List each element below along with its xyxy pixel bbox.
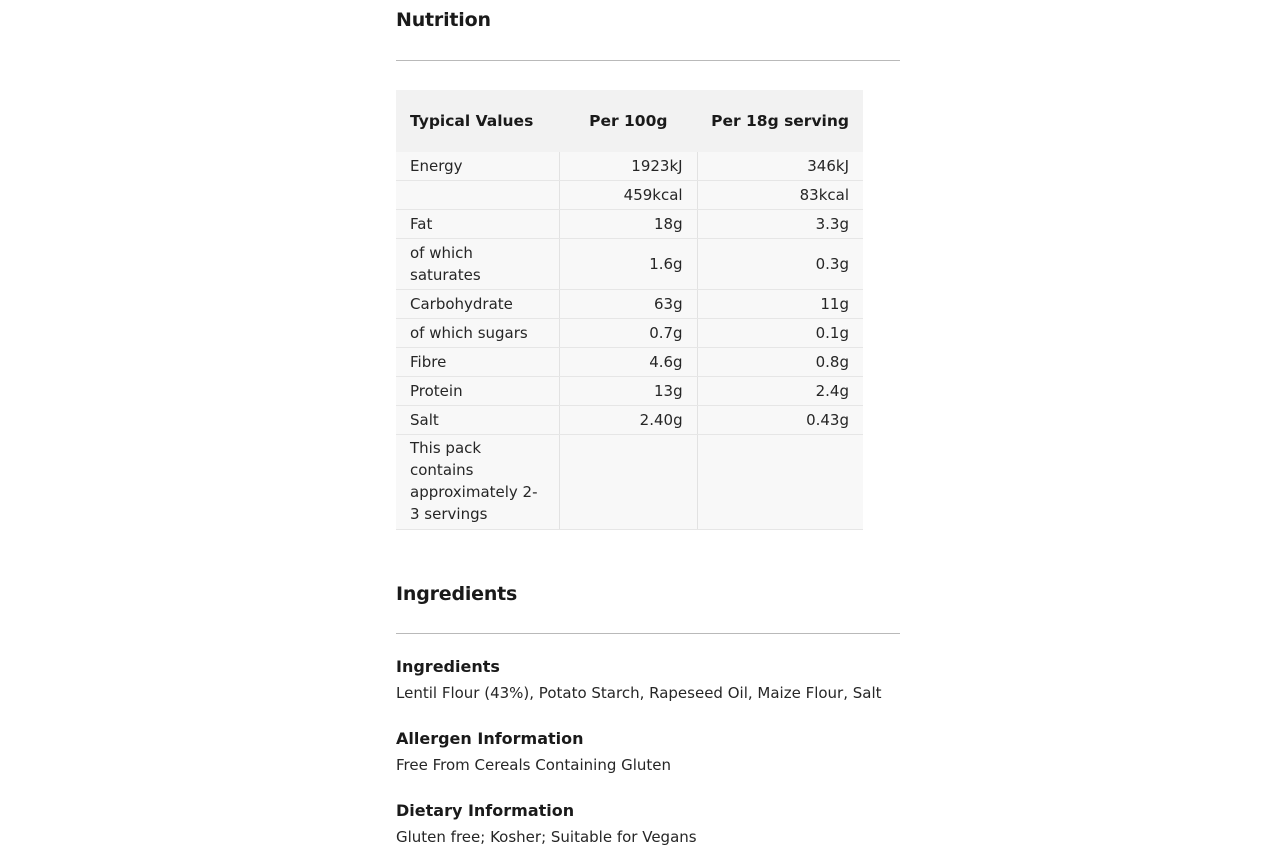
header-typical-values: Typical Values bbox=[396, 90, 560, 152]
per-100g-value: 0.7g bbox=[560, 319, 698, 348]
per-serving-value: 11g bbox=[697, 290, 863, 319]
nutrition-divider bbox=[396, 60, 900, 61]
dietary-block bbox=[396, 800, 900, 848]
table-row bbox=[396, 435, 863, 530]
nutrient-label: Carbohydrate bbox=[396, 290, 560, 319]
per-serving-value: 0.1g bbox=[697, 319, 863, 348]
dietary-value: Gluten free; Kosher; Suitable for Vegans bbox=[396, 828, 697, 846]
table-row bbox=[396, 290, 863, 319]
per-100g-value: 13g bbox=[560, 377, 698, 406]
per-serving-value: 2.4g bbox=[697, 377, 863, 406]
per-serving-value: 83kcal bbox=[697, 181, 863, 210]
per-100g-value: 1.6g bbox=[560, 239, 698, 290]
table-row bbox=[396, 377, 863, 406]
per-100g-value bbox=[560, 435, 698, 530]
allergen-block bbox=[396, 728, 900, 776]
ingredients-label: Ingredients bbox=[396, 657, 500, 676]
nutrition-table-header-row bbox=[396, 90, 863, 152]
per-serving-value: 0.43g bbox=[697, 406, 863, 435]
nutrient-label: Salt bbox=[396, 406, 560, 435]
per-serving-value bbox=[697, 435, 863, 530]
nutrition-table bbox=[396, 90, 863, 530]
nutrient-label bbox=[396, 181, 560, 210]
per-serving-value: 0.8g bbox=[697, 348, 863, 377]
nutrition-heading: Nutrition bbox=[396, 9, 491, 31]
per-100g-value: 4.6g bbox=[560, 348, 698, 377]
ingredients-block bbox=[396, 656, 900, 704]
ingredients-divider bbox=[396, 633, 900, 634]
per-100g-value: 63g bbox=[560, 290, 698, 319]
ingredients-heading: Ingredients bbox=[396, 583, 518, 605]
nutrient-label: Protein bbox=[396, 377, 560, 406]
nutrient-label: of which sugars bbox=[396, 319, 560, 348]
nutrient-label: Fibre bbox=[396, 348, 560, 377]
table-row bbox=[396, 210, 863, 239]
per-100g-value: 2.40g bbox=[560, 406, 698, 435]
per-serving-value: 3.3g bbox=[697, 210, 863, 239]
header-per-serving: Per 18g serving bbox=[697, 90, 863, 152]
allergen-value: Free From Cereals Containing Gluten bbox=[396, 756, 672, 774]
header-per-100g: Per 100g bbox=[560, 90, 698, 152]
table-row bbox=[396, 406, 863, 435]
per-serving-value: 346kJ bbox=[697, 152, 863, 181]
ingredients-list: Lentil Flour (43%), Potato Starch, Rapeseed Oil, Maize Flour, Salt bbox=[396, 684, 882, 702]
per-100g-value: 459kcal bbox=[560, 181, 698, 210]
per-100g-value: 1923kJ bbox=[560, 152, 698, 181]
table-row bbox=[396, 348, 863, 377]
per-serving-value: 0.3g bbox=[697, 239, 863, 290]
allergen-label: Allergen Information bbox=[396, 729, 584, 748]
table-row bbox=[396, 181, 863, 210]
table-row bbox=[396, 152, 863, 181]
dietary-label: Dietary Information bbox=[396, 801, 575, 820]
nutrient-label: Energy bbox=[396, 152, 560, 181]
per-100g-value: 18g bbox=[560, 210, 698, 239]
table-row bbox=[396, 239, 863, 290]
nutrient-label: of which saturates bbox=[396, 239, 560, 290]
nutrient-label: Fat bbox=[396, 210, 560, 239]
table-row bbox=[396, 319, 863, 348]
servings-note: This pack contains approximately 2-3 servings bbox=[396, 435, 560, 530]
